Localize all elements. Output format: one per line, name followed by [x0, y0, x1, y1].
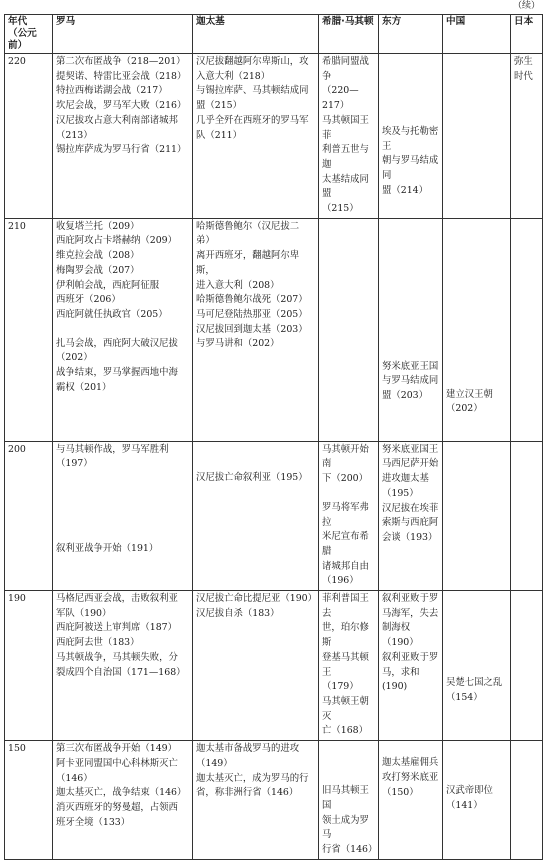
- spacer: [382, 55, 439, 69]
- spacer: [382, 220, 439, 234]
- event-entry: 建立汉王朝 （202）: [446, 388, 493, 415]
- spacer: [446, 374, 507, 388]
- event-entry: 消灭西班牙的努曼超，占领西 班牙全境（133）: [56, 801, 178, 828]
- greece-cell: [319, 591, 379, 741]
- event-entry: 汉尼拔翻越阿尔卑斯山，攻 入意大利（218）: [196, 56, 309, 82]
- rome-cell: [53, 591, 193, 741]
- china-cell: [443, 54, 511, 219]
- event-entry: 迦太基灭亡，成为罗马的行 省，称非洲行省（146）: [196, 772, 309, 799]
- spacer: [446, 290, 507, 304]
- rome-cell: [53, 441, 193, 590]
- spacer: [56, 528, 189, 542]
- event-entry: 迦太基灭亡，战争结束（146）: [56, 787, 187, 799]
- rome-cell: [53, 54, 193, 219]
- spacer: [382, 346, 439, 360]
- rome-cell: [53, 218, 193, 441]
- spacer: [446, 346, 507, 360]
- china-cell: [443, 218, 511, 441]
- event-entry: 锡拉库萨成为罗马行省（211）: [56, 144, 187, 156]
- spacer: [382, 318, 439, 332]
- spacer: [56, 472, 189, 486]
- year-cell: 220: [5, 54, 53, 219]
- spacer: [382, 332, 439, 346]
- spacer: [382, 276, 439, 290]
- spacer: [446, 332, 507, 346]
- year-cell: 190: [5, 591, 53, 741]
- japan-cell: [511, 741, 543, 860]
- event-entry: 马其顿王朝灭 亡（168）: [322, 695, 369, 737]
- event-entry: 维克拉会战（208）: [56, 250, 140, 262]
- spacer: [382, 304, 439, 318]
- china-cell: [443, 741, 511, 860]
- event-entry: 汉尼拔自杀（183）: [196, 607, 280, 619]
- spacer: [446, 662, 507, 676]
- spacer: [446, 648, 507, 662]
- event-entry: 希腊同盟战争 （220—217）: [322, 56, 369, 112]
- event-entry: 伊利帕会战，西庇阿征服 西班牙（206）: [56, 279, 160, 306]
- east-cell: [379, 741, 443, 860]
- event-entry: 汉尼拔在埃菲 索斯与西庇阿 会谈（193）: [382, 502, 439, 543]
- spacer: [56, 500, 189, 514]
- event-entry: 埃及与托勒密王 朝与罗马结成同 盟（214）: [382, 126, 439, 196]
- year-cell: 200: [5, 441, 53, 590]
- spacer: [382, 262, 439, 276]
- event-entry: 西庇阿去世（183）: [56, 637, 140, 649]
- event-entry: 坎尼会战，罗马军大败（216）: [56, 100, 187, 112]
- spacer: [322, 487, 375, 501]
- event-entry: 西庇阿被送上审判席（187）: [56, 622, 178, 634]
- event-entry: 迦太基雇佣兵 攻打努米底亚 （150）: [382, 757, 439, 798]
- event-entry: 与锡拉库萨、马其顿结成同 盟（215）: [196, 85, 309, 112]
- event-entry: 叙利亚败于罗 马，求和(190): [382, 651, 439, 693]
- spacer: [56, 514, 189, 528]
- event-entry: 收复塔兰托（209）: [56, 220, 140, 232]
- event-entry: 马格尼西亚会战，击败叙利亚 军队（190）: [56, 593, 178, 619]
- japan-cell: [511, 54, 543, 219]
- greece-cell: [319, 218, 379, 441]
- header-row: [5, 15, 543, 54]
- header-east: 东方: [379, 15, 443, 54]
- spacer: [446, 304, 507, 318]
- spacer: [56, 323, 189, 337]
- spacer: [446, 606, 507, 620]
- event-entry: 特拉西梅诺湖会战（217）: [56, 85, 168, 97]
- carthage-cell: [193, 441, 319, 590]
- rome-cell: [53, 741, 193, 860]
- spacer: [382, 742, 439, 756]
- spacer: [446, 234, 507, 248]
- table-row: [5, 741, 543, 860]
- spacer: [446, 220, 507, 234]
- event-entry: 罗马将军弗拉 米尼宣布希腊 诸城邦自由 （196）: [322, 501, 369, 587]
- event-entry: 努米底亚国王 马西尼萨开始 进攻迦太基 （195）: [382, 443, 439, 499]
- carthage-cell: [193, 54, 319, 219]
- event-entry: 马可尼登陆热那亚（205）: [196, 308, 308, 320]
- spacer: [382, 248, 439, 262]
- spacer: [196, 443, 315, 457]
- spacer: [56, 486, 189, 500]
- china-cell: [443, 591, 511, 741]
- event-entry: 菲利普国王去 世，珀尔修斯 登基马其顿王 （179）: [322, 593, 369, 693]
- table-row: [5, 441, 543, 590]
- spacer: [446, 742, 507, 756]
- event-entry: 西庇阿攻占卡塔赫纳（209）: [56, 235, 178, 247]
- event-entry: 汉尼拔亡命叙利亚（195）: [196, 471, 308, 483]
- spacer: [446, 276, 507, 290]
- event-entry: 汉武帝即位 （141）: [446, 785, 493, 811]
- header-carthage: 迦太基: [193, 15, 319, 54]
- year-cell: 150: [5, 741, 53, 860]
- event-entry: 汉尼拔亡命比提尼亚（190）: [196, 593, 318, 605]
- event-entry: 马其顿战争，马其顿失败，分 裂成四个自治国（171—168）: [56, 651, 186, 678]
- spacer: [382, 69, 439, 83]
- spacer: [322, 770, 375, 784]
- table-row: [5, 54, 543, 219]
- east-cell: [379, 218, 443, 441]
- event-entry: 与罗马讲和（202）: [196, 338, 280, 350]
- year-cell: 210: [5, 218, 53, 441]
- china-cell: [443, 441, 511, 590]
- east-cell: [379, 54, 443, 219]
- spacer: [446, 620, 507, 634]
- continued-mark: （续）: [512, 1, 540, 11]
- east-cell: [379, 591, 443, 741]
- japan-cell: [511, 591, 543, 741]
- table-row: [5, 591, 543, 741]
- event-entry: 阿卡亚同盟国中心科林斯灭亡 （146）: [56, 757, 178, 784]
- spacer: [446, 360, 507, 374]
- header-greece-macedon: 希腊·马其顿: [319, 15, 379, 54]
- event-entry: 旧马其顿王国 领土成为罗马 行省（146）: [322, 785, 378, 855]
- event-entry: 迦太基市备战罗马的进攻 （149）: [196, 743, 300, 769]
- spacer: [446, 634, 507, 648]
- header-china: 中国: [443, 15, 511, 54]
- carthage-cell: [193, 218, 319, 441]
- greece-cell: [319, 54, 379, 219]
- spacer: [322, 756, 375, 770]
- event-entry: 梅陶罗会战（207）: [56, 264, 140, 276]
- event-entry: 汉尼拔回到迦太基（203）: [196, 323, 308, 335]
- spacer: [446, 756, 507, 770]
- greece-cell: [319, 441, 379, 590]
- spacer: [446, 262, 507, 276]
- event-entry: 几乎全歼在西班牙的罗马军 队（211）: [196, 114, 309, 141]
- header-era: 年代 （公元前）: [5, 15, 53, 54]
- event-entry: 吴楚七国之乱 （154）: [446, 677, 503, 703]
- event-entry: 第二次布匿战争（218—201）: [56, 56, 186, 67]
- event-entry: 弥生 时代: [514, 56, 533, 82]
- event-entry: 提契诺、特雷比亚会战（218）: [56, 70, 187, 82]
- spacer: [382, 111, 439, 125]
- spacer: [446, 770, 507, 784]
- event-entry: 战争结束，罗马掌握西地中海 霸权（201）: [56, 367, 178, 393]
- spacer: [382, 97, 439, 111]
- event-entry: 第三次布匿战争开始（149）: [56, 743, 178, 755]
- event-entry: 汉尼拔攻占意大利南部诸城邦 （213）: [56, 114, 178, 141]
- japan-cell: [511, 441, 543, 590]
- spacer: [382, 290, 439, 304]
- event-entry: 努米底亚王国 与罗马结成同 盟（203）: [382, 360, 439, 402]
- event-entry: 西庇阿就任执政官（205）: [56, 308, 168, 320]
- spacer: [446, 248, 507, 262]
- event-entry: 哈斯德鲁鲍尔（汉尼拔二弟） 离开西班牙，翻越阿尔卑斯， 进入意大利（208）: [196, 220, 300, 291]
- table-row: [5, 218, 543, 441]
- header-rome: 罗马: [53, 15, 193, 54]
- spacer: [446, 592, 507, 606]
- header-japan: 日本: [511, 15, 543, 54]
- spacer: [196, 457, 315, 471]
- spacer: [382, 234, 439, 248]
- event-entry: 与马其顿作战，罗马军胜利 （197）: [56, 443, 169, 470]
- greece-cell: [319, 741, 379, 860]
- carthage-cell: [193, 741, 319, 860]
- event-entry: 扎马会战，西庇阿大破汉尼拔 （202）: [56, 337, 178, 364]
- spacer: [382, 83, 439, 97]
- carthage-cell: [193, 591, 319, 741]
- event-entry: 哈斯德鲁鲍尔战死（207）: [196, 294, 308, 306]
- event-entry: 叙利亚败于罗 马海军，失去 制海权（190）: [382, 593, 439, 649]
- chronology-table: [4, 14, 543, 860]
- event-entry: 马其顿国王菲 利普五世与迦 太基结成同盟 （215）: [322, 114, 369, 215]
- spacer: [322, 742, 375, 756]
- spacer: [446, 318, 507, 332]
- east-cell: [379, 441, 443, 590]
- japan-cell: [511, 218, 543, 441]
- event-entry: 叙利亚战争开始（191）: [56, 543, 159, 555]
- event-entry: 马其顿开始南 下（200）: [322, 443, 369, 485]
